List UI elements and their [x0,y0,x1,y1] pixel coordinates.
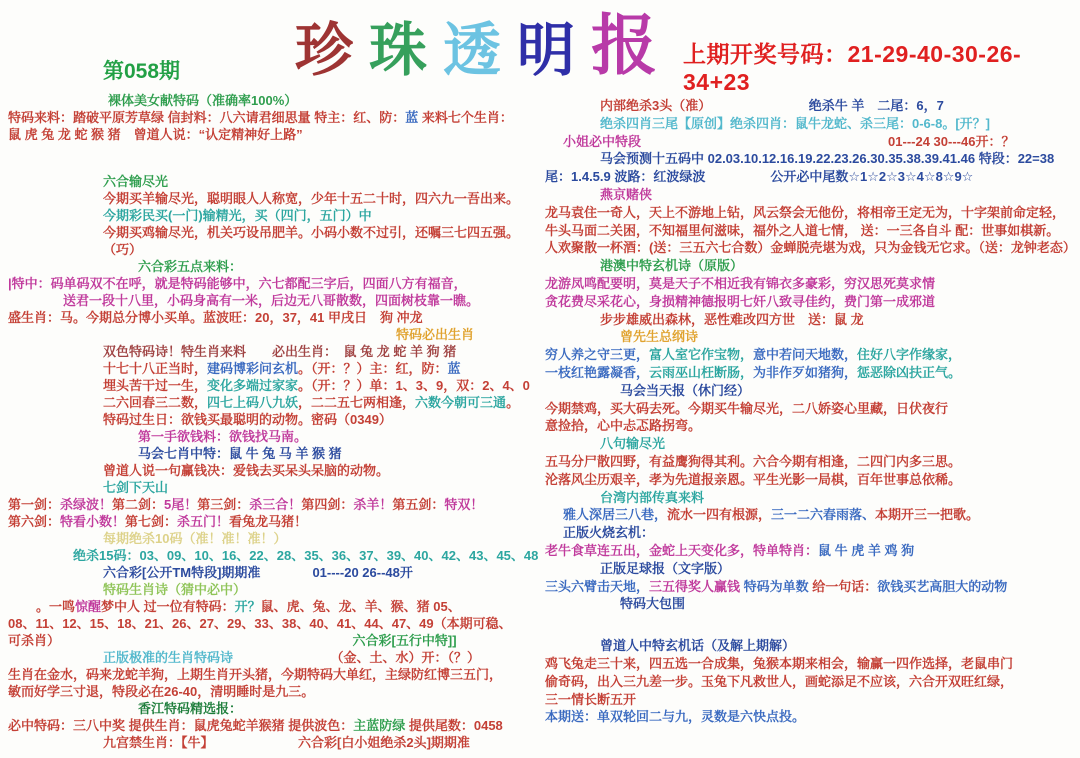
text-segment: 杀五门！ [177,514,230,529]
text-line [8,666,542,683]
text-segment [207,735,298,750]
text-line [545,115,1077,133]
text-line [545,168,1077,186]
text-segment: 变化多端过家家 [207,378,299,393]
report-title [295,10,658,83]
text-segment: 内部绝杀3头（准） [600,98,705,113]
text-segment: 意捡拾，心中忐忑路拐弯。 [545,418,702,434]
text-segment: 来料七个生肖： [418,110,513,125]
text-line [545,97,1077,115]
text-line [8,649,542,666]
text-segment: 蓝 [447,361,461,376]
text-segment: 三一情长断五开 [545,691,637,707]
text-segment: 裸体美女献特码（准确率100%） [108,93,298,108]
text-segment: 每期绝杀10码（准！准！准！） [103,531,287,546]
text-line [545,364,1077,382]
text-line [545,637,1077,655]
text-segment: 正版火烧玄机： [563,525,655,541]
text-line [8,530,542,547]
text-line [545,673,1077,691]
text-segment: 杀羊！ [353,497,393,512]
text-segment: 敏而好学三寸退，特段必在26-40，清明睡时是九三。 [8,684,315,699]
text-segment: 特码大包围 [620,596,686,612]
text-line [8,479,542,496]
text-segment: 小姐必中特段 [563,133,642,149]
text-segment: 偷奇码，出入三九差一步。玉兔下凡救世人，画蛇添足不应该，六合开双旺红绿， [545,673,1014,689]
text-line [8,292,542,309]
text-line [545,506,1077,524]
text-segment: 第一手欲钱料：欲钱找马南。 [138,429,308,444]
text-segment: 开？ [234,599,261,614]
text-line [8,394,542,411]
text-line [8,207,542,224]
issue-number: 第058期 [103,60,181,83]
text-segment: （金、土、水）开：（？） [233,650,481,665]
text-segment: 二六回春三二数， [103,395,208,410]
text-segment: 八句输尽光 [600,436,666,452]
text-line [8,377,542,394]
vertical-gap [8,143,542,173]
text-segment: 双色特码诗！特生肖来料 [103,344,247,359]
text-line [8,343,542,360]
text-segment: 生肖在金水，码来龙蛇羊狗，上期生肖开头猪，今期特码大单红，主绿防红博三五门， [8,667,503,682]
text-segment: 云雨巫山枉断肠， [649,364,754,380]
text-segment: 杀绿波！ [60,497,113,512]
text-line [545,542,1077,560]
text-line [8,92,542,109]
text-line [545,595,1077,613]
text-segment [641,134,888,149]
text-segment: 五马分尸散四野，有益鹰狗得其利。六合今期有相逢，二四门内多三思。 [545,453,962,469]
text-segment: 看兔龙马猪！ [229,514,308,529]
text-segment: 。 [506,395,520,410]
text-segment: 今期买鸡输尽光，机关巧设吊肥羊。小码小数不过引，还嘱三七四五强。（巧） [103,225,520,257]
text-segment: 提供尾数：0458 [405,718,503,733]
text-segment: 人欢聚散一杯酒：(送：三五六七合数）金蝉脱壳堪为戏，只为金钱无它求。（送：龙钟老态） [545,240,1076,256]
text-segment: 六数今朝可三通 [415,395,507,410]
text-line [8,598,542,615]
text-segment: 四七上码八九妖 [207,395,299,410]
text-line [545,489,1077,507]
text-line [8,173,542,190]
text-segment: 六合彩[公开TM特段]期期准 [103,565,261,580]
text-segment: 公开必中尾数☆1☆2☆3☆4☆8☆9☆ [705,169,974,185]
text-segment: |特中：码单码双不在呼，就是特码能够中，六七都配三字后，四面八方有福音， [8,276,467,291]
text-segment: 流水一四有根源， [667,507,772,523]
text-segment: 马会预测十五码中 02.03.10.12.16.19.22.23.26.30.35.38.39.41.46 特段：22=38 [600,151,1055,167]
text-segment: 三一二六春雨落、 [771,507,876,523]
text-segment: 第四剑： [301,497,354,512]
text-segment: 为非作歹如猪狗， [753,364,858,380]
text-line [545,655,1077,673]
title-char: 报 [591,10,658,83]
text-line [545,346,1077,364]
text-segment: 特双！ [444,497,484,512]
text-segment: 惩恶除凶扶正气。 [857,364,962,380]
title-char: 透 [443,18,502,83]
text-line [545,222,1077,240]
text-segment: 。（开：？）单：1、3、9，双：2、4、0 [298,378,530,393]
text-line [545,186,1077,204]
text-line [545,239,1077,257]
text-segment: 01----20 26--48开 [260,565,413,580]
text-line [545,328,1077,346]
text-line [545,471,1077,489]
text-segment: 杀三合！ [249,497,302,512]
text-segment: 08、11、12、15、18、21、26、27、29、33、38、40、41、44、47、49（本期可稳、 [8,616,512,631]
text-segment: 绝杀15码：03、09、10、16、22、28、35、36、37、39、40、42、43、45、48 [73,548,539,563]
text-line [545,400,1077,418]
text-segment: 燕京赌侠 [600,186,653,202]
text-segment: 港澳中特玄机诗（原版） [600,258,744,274]
text-segment: 特码生肖诗（猜中必中） [103,582,247,597]
text-segment: 沦落风尘历艰辛，孝为先道报亲恩。平生光影一局棋，百年世事总依稀。 [545,471,962,487]
text-segment: 鼠 牛 虎 羊 鸡 狗 [818,542,915,558]
text-line [545,275,1077,293]
text-segment: 主蓝防绿 [353,718,406,733]
text-segment: 5尾！ [164,497,198,512]
text-line [8,496,542,513]
text-segment: 送君一段十八里，小码身高有一米，后边无八哥散数，四面树枝靠一瞧。 [63,293,480,308]
text-segment: 马会七肖中特：鼠 牛 兔 马 羊 猴 猪 [138,446,342,461]
text-line [545,293,1077,311]
text-line [8,190,542,207]
text-segment: 特码为单数 [740,578,813,594]
text-line [545,435,1077,453]
text-segment: 尾：1.4.5.9 波路：红波绿波 [545,169,706,185]
text-line [8,564,542,581]
text-line [545,204,1077,222]
text-segment: 绝杀四肖三尾【原创】绝杀四肖：鼠牛龙蛇、杀三尾：0-6-8。[开？] [600,115,991,131]
text-segment: 01---24 30---46开：？ [888,133,1015,149]
text-line [545,417,1077,435]
text-segment: 一枝红艳露凝香， [545,364,650,380]
text-line [545,560,1077,578]
text-line [545,453,1077,471]
text-segment: 第二剑： [112,497,165,512]
text-segment: 本期开三一把歌。 [875,507,980,523]
text-line [8,428,542,445]
text-segment: 第七剑： [125,514,178,529]
title-char: 珍 [295,18,354,83]
text-line [545,691,1077,709]
text-line [545,382,1077,400]
text-line [8,700,542,717]
text-segment: 特看小数！ [60,514,126,529]
text-segment: 曾道人中特玄机话（及解上期解） [600,638,796,654]
title-char: 明 [517,18,576,83]
text-segment: 给一句话： [812,578,878,594]
text-line [545,311,1077,329]
text-segment: 六合输尽光 [103,174,169,189]
text-segment: 马会当天报（休门经） [620,382,751,398]
text-line [8,717,542,734]
right-column [545,97,1077,726]
text-line [8,581,542,598]
text-segment: 富人室它作宝物， [649,347,754,363]
text-line [8,445,542,462]
text-segment: 七剑下天山 [103,480,169,495]
vertical-gap [545,613,1077,637]
last-draw-numbers: 上期开奖号码：21-29-40-30-26-34+23 [683,41,1022,95]
text-line [8,683,542,700]
text-segment: 本期送：单双轮回二与九，灵数是六快点投。 [545,709,806,725]
text-segment: 必出生肖： [246,344,344,359]
text-segment: 鸡飞兔走三十来，四五选一合成集，兔猴本期来相会，输赢一四作选择，老鼠串门 [545,655,1014,671]
text-segment: 。（开：？）主：红，防： [298,361,448,376]
text-segment: 特码过生日：欲钱买最聪明的动物。密码（0349） [103,412,392,427]
text-segment: 意中若问天地数， [753,347,858,363]
text-segment: 穷人养之守三更， [545,347,650,363]
text-segment: 。一鸣 [36,599,76,614]
text-segment: 今期彩民买(一门)输精光，买（四门，五门）中 [103,208,372,223]
text-segment: 六合彩五点来料： [138,259,243,274]
text-line [8,109,542,126]
text-segment: 曾道人说一句赢钱决：爱钱去买呆头呆脑的动物。 [103,463,390,478]
text-segment [54,633,353,648]
text-line [545,150,1077,168]
text-line [545,708,1077,726]
text-segment: 第三剑： [197,497,250,512]
text-segment: 惊醒 [75,599,102,614]
text-line [545,257,1077,275]
text-line [8,615,542,632]
text-segment: 正版极准的生肖特码诗 [103,650,234,665]
text-segment: 埋头苦干过一生， [103,378,208,393]
text-segment: 特码来料：踏破平原芳草绿 信封料：八六请君细思量 特主：红、防： [8,110,406,125]
text-segment: 龙游凤鸣配要明，莫是天子不相近我有锦衣多豪彩，穷汉思死莫求情 [545,275,936,291]
title-char: 珠 [369,18,428,83]
text-segment: 十七十八正当时， [103,361,208,376]
text-segment: 九宫禁生肖：【牛】 [103,735,208,750]
text-segment: 鼠 虎 兔 龙 蛇 猴 猪 曾道人说：“认定精神好上路” [8,127,303,142]
text-line [8,632,542,649]
text-line [8,734,542,751]
text-line [8,513,542,530]
text-segment: 今期禁鸡，买大码去死。今期买牛输尽光，二八娇姿心里藏，日伏夜行 [545,400,949,416]
text-segment: 第一剑： [8,497,61,512]
text-line [545,524,1077,542]
text-segment: 步步雄威出森林，恶性难改四方世 送：鼠 龙 [600,311,864,327]
text-segment: 鼠、虎、兔、龙、羊、猴、猪 05、 [260,599,461,614]
text-segment: 可杀肖） [8,633,54,648]
text-segment: 第六剑： [8,514,61,529]
text-line [8,258,542,275]
text-line [545,578,1077,596]
text-line [8,126,542,143]
text-segment: 三头六臂击天地， [545,578,650,594]
left-column [8,92,542,751]
text-segment: 六合彩[白小姐绝杀2头]期期准 [298,735,470,750]
text-segment: 香江特码精选报： [138,701,243,716]
text-segment: 必中特码：三八中奖 提供生肖：鼠虎兔蛇羊猴猪 提供波色： [8,718,354,733]
text-segment: 鼠 兔 龙 蛇 羊 狗 猪 [343,344,457,359]
text-segment: 雅人深居三八巷， [563,507,668,523]
text-segment: 欲钱买艺高胆大的动物 [877,578,1008,594]
text-line [8,411,542,428]
text-segment: 牛头马面二关困，不知福里何滋味，福外之人道七情， 送：一三各自斗 配：世事如棋新。 [545,222,1060,238]
text-segment [705,98,809,113]
text-segment: 六合彩[五行中特]] [352,633,457,648]
text-segment: 特码必出生肖 [396,327,475,342]
text-segment: 今期买羊输尽光，聪明眼人人称宽，少年十五二十时，四六九一吾出来。 [103,191,520,206]
text-segment: 老牛食草连五出，金蛇上天变化多，特单特肖： [545,542,819,558]
text-segment: 台湾内部传真来料 [600,489,705,505]
text-segment: 盛生肖：马。今期总分博小买单。蓝波旺：20，37，41 甲戌日 狗 冲龙 [8,310,423,325]
text-segment: 正版足球报（文字版） [600,560,731,576]
text-segment: 曾先生总纲诗 [620,329,699,345]
text-segment: ，二二五七两相逢， [298,395,416,410]
text-segment: 梦中人 过一位有特码： [101,599,235,614]
text-line [8,326,542,343]
text-segment: 三五得奖人赢钱 [649,578,741,594]
text-line [8,224,542,258]
text-segment: 蓝 [405,110,419,125]
text-line [8,360,542,377]
text-segment: 住好八字作缘家， [857,347,962,363]
text-line [8,547,542,564]
text-segment: 贪花费尽采花心，身损精神德报明七奸八致寻佳约，费门第一成邪道 [545,293,936,309]
text-segment: 绝杀牛 羊 二尾：6，7 [808,98,944,113]
text-segment: 龙马袁住一奇人，天上不游地上钻，风云祭会无他份，将相帝王定无为，十字架前命定轻， [545,204,1066,220]
text-segment: 建码博彩问玄机 [207,361,299,376]
text-line [8,275,542,292]
text-line [8,309,542,326]
text-segment: 第五剑： [392,497,445,512]
text-line [8,462,542,479]
text-line [545,133,1077,151]
